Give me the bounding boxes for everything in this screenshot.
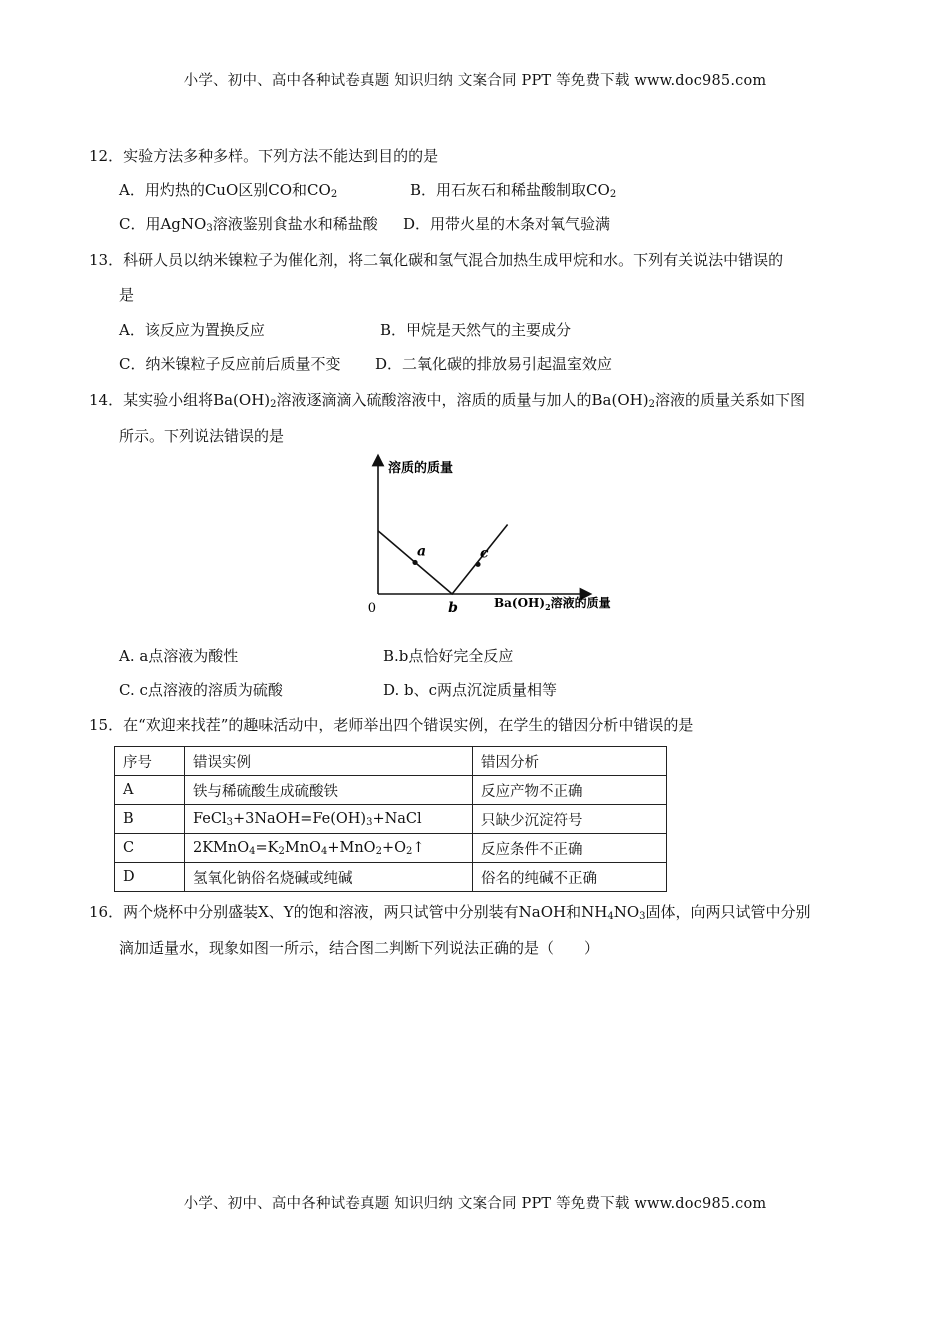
q14-stem-line1: 14．某实验小组将$Ba(OH)_2$溶液逐滴滴入硫酸溶液中，溶质的质量与加人的$Ba(OH)_2$溶液的质量关系如下图: [89, 391, 805, 410]
table-row: [115, 863, 667, 892]
q13-option-c: C．纳米镍粒子反应前后质量不变: [119, 355, 341, 373]
q16-stem-line2: 滴加适量水，现象如图一所示，结合图二判断下列说法正确的是（ ）: [119, 939, 600, 957]
q14-option-b: B.b点恰好完全反应: [383, 647, 514, 665]
q12-option-c: C．用AgNO$_3$溶液鉴别食盐水和稀盐酸: [119, 215, 378, 234]
header-cell: 序号: [115, 747, 185, 776]
q14-option-c: C. c点溶液的溶质为硫酸: [119, 681, 283, 699]
page-footer: 小学、初中、高中各种试卷真题 知识归纳 文案合同 PPT 等免费下载 www.doc985.com: [183, 1196, 767, 1212]
table-header-row: [115, 747, 667, 776]
data-points: [412, 543, 489, 616]
row-analysis: 俗名的纯碱不正确: [473, 863, 667, 892]
header-cell: 错因分析: [473, 747, 667, 776]
point-label-b: b: [448, 600, 458, 616]
table-row: [115, 834, 667, 863]
row-id: D: [115, 863, 185, 892]
row-analysis: 反应条件不正确: [473, 834, 667, 863]
origin-label: 0: [367, 601, 376, 616]
row-analysis: 反应产物不正确: [473, 776, 667, 805]
q15-stem: 15．在“欢迎来找茬”的趣味活动中，老师举出四个错误实例，在学生的错因分析中错误的是: [89, 716, 694, 734]
q12-option-d: D．用带火星的木条对氧气验满: [403, 215, 611, 233]
table-row: [115, 776, 667, 805]
point-a: [412, 560, 417, 565]
row-example: 氢氧化钠俗名烧碱或纯碱: [185, 863, 473, 892]
q12-stem: 12．实验方法多种多样。下列方法不能达到目的的是: [89, 147, 439, 165]
q13-stem-line2: 是: [119, 286, 135, 304]
row-id: A: [115, 776, 185, 805]
row-example: $2KMnO_4=K_2MnO_4+MnO_2+O_2↑$: [185, 834, 473, 863]
q13-option-a: A．该反应为置换反应: [119, 321, 265, 339]
page-header: 小学、初中、高中各种试卷真题 知识归纳 文案合同 PPT 等免费下载 www.doc985.com: [183, 73, 767, 89]
y-axis-label: 溶质的质量: [388, 461, 454, 476]
solute-mass-chart: [348, 450, 618, 620]
q12-option-b: B．用石灰石和稀盐酸制取$CO_2$: [410, 181, 617, 200]
q14-option-a: A. a点溶液为酸性: [119, 647, 239, 665]
q14-stem-line2: 所示。下列说法错误的是: [119, 427, 285, 445]
row-id: B: [115, 805, 185, 834]
q14-option-d: D. b、c两点沉淀质量相等: [383, 681, 558, 699]
point-c: [475, 562, 480, 567]
row-example: $FeCl_3+3NaOH=Fe(OH)_3+NaCl$: [185, 805, 473, 834]
error-table: [114, 746, 667, 892]
q13-option-d: D．二氧化碳的排放易引起温室效应: [375, 355, 613, 373]
q12-option-a: A．用灼热的CuO区别CO和$CO_2$: [119, 181, 338, 200]
x-axis-label: $Ba(OH)_2$溶液的质量: [494, 596, 611, 612]
row-example: 铁与稀硫酸生成硫酸铁: [185, 776, 473, 805]
row-analysis: 只缺少沉淀符号: [473, 805, 667, 834]
point-label-a: a: [417, 543, 427, 560]
q13-option-b: B．甲烷是天然气的主要成分: [380, 321, 572, 339]
row-id: C: [115, 834, 185, 863]
header-cell: 错误实例: [185, 747, 473, 776]
q16-stem-line1: 16．两个烧杯中分别盛装X、Y的饱和溶液，两只试管中分别装有NaOH和$NH_4NO_3$固体，向两只试管中分别: [89, 903, 811, 922]
q13-stem-line1: 13．科研人员以纳米镍粒子为催化剂，将二氧化碳和氢气混合加热生成甲烷和水。下列有关说法中错误的: [89, 251, 784, 269]
point-label-c: c: [480, 545, 489, 562]
table-row: [115, 805, 667, 834]
